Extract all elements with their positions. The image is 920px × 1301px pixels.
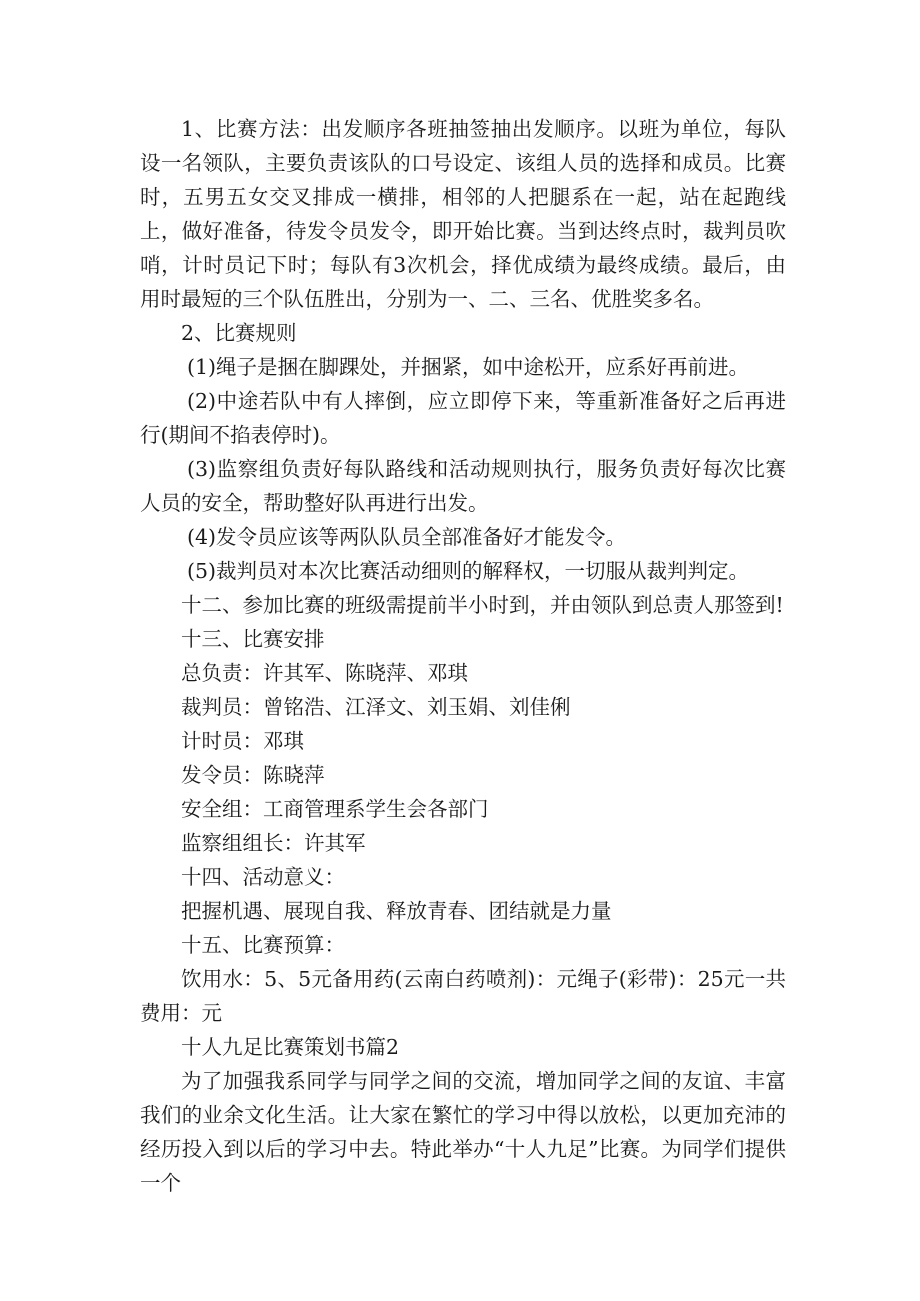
- staff-starter: 发令员：陈晓萍: [181, 763, 325, 787]
- section-heading-14: 十四、活动意义：: [181, 865, 345, 889]
- document-body: [140, 112, 786, 1200]
- rule-item-1: (1)绳子是捆在脚踝处，并捆紧，如中途松开，应系好再前进。: [187, 355, 750, 379]
- staff-referees: 裁判员：曾铭浩、江泽文、刘玉娟、刘佳俐: [181, 695, 571, 719]
- rule-item-4: (4)发令员应该等两队队员全部准备好才能发令。: [187, 525, 627, 549]
- rule-item-3: (3)监察组负责好每队路线和活动规则执行，服务负责好每次比赛人员的安全，帮助整好队再进行出发。: [140, 457, 786, 515]
- rule-item-5: (5)裁判员对本次比赛活动细则的解释权，一切服从裁判判定。: [187, 559, 750, 583]
- staff-safety: 安全组：工商管理系学生会各部门: [181, 797, 489, 821]
- staff-supervisor: 监察组组长：许其军: [181, 831, 366, 855]
- intro-paragraph-2: 为了加强我系同学与同学之间的交流，增加同学之间的友谊、丰富我们的业余文化生活。让大家在繁忙的学习中得以放松，以更加充沛的经历投入到以后的学习中去。特此举办“十人九足”比赛。为同学们提供一个: [140, 1069, 786, 1195]
- section-heading-13: 十三、比赛安排: [181, 627, 325, 651]
- section-heading-15: 十五、比赛预算：: [181, 933, 345, 957]
- section-heading-12: 十二、参加比赛的班级需提前半小时到，并由领队到总责人那签到!: [181, 593, 784, 617]
- rule-item-2: (2)中途若队中有人摔倒，应立即停下来，等重新准备好之后再进行(期间不掐表停时)。: [140, 389, 786, 447]
- chapter-title-2: 十人九足比赛策划书篇2: [181, 1035, 400, 1059]
- staff-timer: 计时员：邓琪: [181, 729, 304, 753]
- paragraph-method: 1、比赛方法：出发顺序各班抽签抽出发顺序。以班为单位，每队设一名领队，主要负责该队的口号设定、该组人员的选择和成员。比赛时，五男五女交叉排成一横排，相邻的人把腿系在一起，站在起跑线上，做好准备，待发令员发令，即开始比赛。当到达终点时，裁判员吹哨，计时员记下时；每队有3次机会，择优成绩为最终成绩。最后，由用时最短的三个队伍胜出，分别为一、二、三名、优胜奖多名。: [140, 117, 786, 311]
- heading-rules: 2、比赛规则: [181, 321, 297, 345]
- meaning-text: 把握机遇、展现自我、释放青春、团结就是力量: [181, 899, 612, 923]
- staff-chief: 总负责：许其军、陈晓萍、邓琪: [181, 661, 468, 685]
- budget-text: 饮用水：5、5元备用药(云南白药喷剂)：元绳子(彩带)：25元一共费用：元: [140, 967, 786, 1025]
